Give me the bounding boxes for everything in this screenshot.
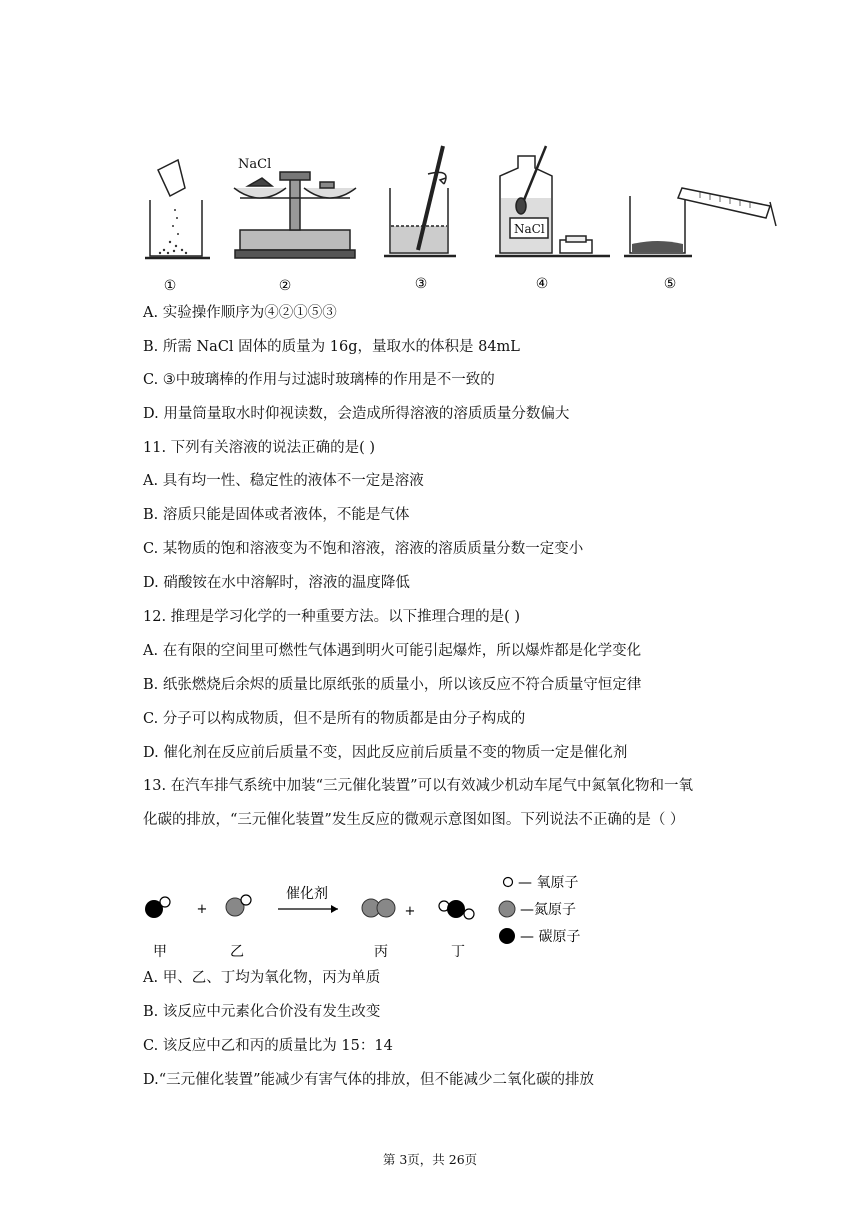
option-10c: C. ③中玻璃棒的作用与过滤时玻璃棒的作用是不一致的	[143, 372, 495, 388]
step3-label: ③	[414, 276, 428, 292]
question-12: 12. 推理是学习化学的一种重要方法。以下推理合理的是( )	[143, 609, 521, 625]
plus-sign-1: +	[196, 902, 208, 917]
option-13d: D.“三元催化装置”能减少有害气体的排放，但不能减少二氧化碳的排放	[143, 1072, 595, 1088]
step2-balance	[234, 157, 356, 258]
legend-carbon: — 碳原子	[520, 929, 581, 945]
option-13a: A. 甲、乙、丁均为氧化物，丙为单质	[143, 970, 381, 986]
option-13b: B. 该反应中元素化合价没有发生改变	[143, 1004, 381, 1020]
question-11: 11. 下列有关溶液的说法正确的是( )	[143, 440, 376, 456]
question-13-line1: 13. 在汽车排气系统中加装“三元催化装置”可以有效减少机动车尾气中氮氧化物和一氧	[143, 778, 693, 794]
catalyst-label: 催化剂	[286, 886, 328, 902]
option-10d: D. 用量筒量取水时仰视读数，会造成所得溶液的溶质质量分数偏大	[143, 406, 570, 422]
option-11a: A. 具有均一性、稳定性的液体不一定是溶液	[143, 473, 424, 489]
legend-oxygen: — 氧原子	[518, 875, 579, 891]
option-12d: D. 催化剂在反应前后质量不变，因此反应前后质量不变的物质一定是催化剂	[143, 745, 628, 761]
option-12a: A. 在有限的空间里可燃性气体遇到明火可能引起爆炸，所以爆炸都是化学变化	[143, 643, 642, 659]
lab-apparatus-figure	[140, 138, 790, 293]
step4-label: ④	[535, 276, 549, 292]
step4-reagent-bottle	[495, 146, 610, 256]
option-12b: B. 纸张燃烧后余烬的质量比原纸张的质量小，所以该反应不符合质量守恒定律	[143, 677, 642, 693]
step1-label: ①	[163, 278, 177, 293]
label-jia: 甲	[153, 944, 167, 960]
step3-beaker-stir	[384, 146, 456, 256]
legend	[499, 875, 580, 945]
page-footer: 第 3页，共 26页	[382, 1152, 478, 1167]
legend-nitrogen: —氮原子	[520, 902, 576, 918]
option-11d: D. 硝酸铵在水中溶解时，溶液的温度降低	[143, 575, 410, 591]
nacl-bottle-label: NaCl	[514, 222, 545, 236]
step1-beaker-pour	[145, 160, 210, 258]
step2-label: ②	[278, 278, 292, 293]
option-10a: A. 实验操作顺序为④②①⑤③	[143, 305, 337, 321]
label-ding: 丁	[451, 944, 465, 960]
step5-label: ⑤	[663, 276, 677, 292]
option-11c: C. 某物质的饱和溶液变为不饱和溶液，溶液的溶质质量分数一定变小	[143, 541, 584, 557]
label-yi: 乙	[230, 944, 244, 960]
step5-cylinder-pour	[624, 188, 776, 256]
molecule-bing	[362, 899, 395, 917]
molecule-jia	[145, 897, 170, 918]
option-13c: C. 该反应中乙和丙的质量比为 15：14	[143, 1038, 393, 1054]
reaction-diagram	[140, 868, 610, 963]
label-bing: 丙	[374, 944, 388, 960]
option-12c: C. 分子可以构成物质，但不是所有的物质都是由分子构成的	[143, 711, 526, 727]
molecule-yi	[226, 895, 251, 916]
plus-sign-2: +	[404, 904, 416, 919]
reaction-arrow	[278, 885, 338, 913]
nacl-balance-label: NaCl	[238, 157, 272, 172]
molecule-ding	[439, 900, 474, 919]
question-13-line2: 化碳的排放，“三元催化装置”发生反应的微观示意图如图。下列说法不正确的是（ ）	[143, 812, 685, 828]
option-11b: B. 溶质只能是固体或者液体，不能是气体	[143, 507, 410, 523]
option-10b: B. 所需 NaCl 固体的质量为 16g，量取水的体积是 84mL	[143, 339, 520, 355]
